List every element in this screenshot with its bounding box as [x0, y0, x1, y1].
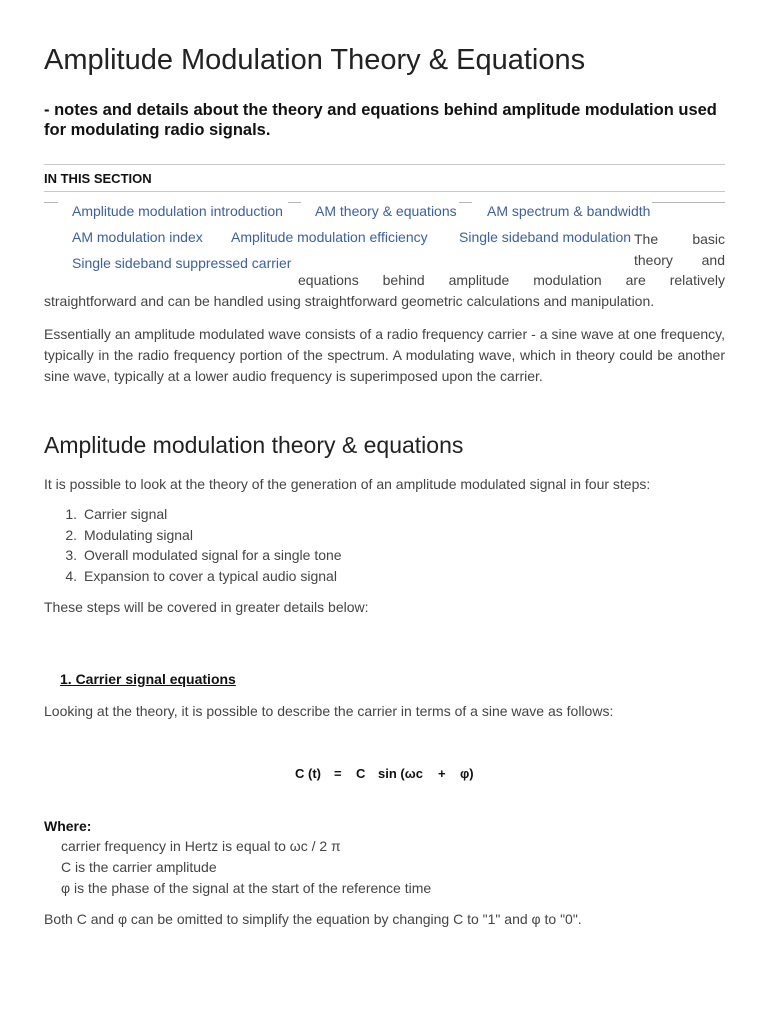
- list-number: 2.: [65, 527, 77, 543]
- nav-link-am-introduction[interactable]: Amplitude modulation introduction: [72, 203, 283, 219]
- divider-bottom: [44, 191, 725, 192]
- intro-paragraph-2: Essentially an amplitude modulated wave consists of a radio frequency carrier - a sine wave at one frequency, typically in the radio frequency portion of the spectrum. A modulating wave, which in theory could be another sine wave, typically at a lower audio frequency is superimposed upon the carrier.: [44, 326, 725, 384]
- intro-word: theory: [634, 252, 673, 268]
- equation-sine: sin (ωc: [378, 766, 423, 781]
- intro-word: basic: [692, 231, 725, 247]
- equation-equals: =: [334, 766, 342, 781]
- equation-phase: φ): [460, 766, 474, 781]
- equation-plus: +: [438, 766, 446, 781]
- separator-tick: [288, 202, 301, 203]
- theory-intro: It is possible to look at the theory of the generation of an amplitude modulated signal in four steps:: [44, 476, 651, 492]
- page-title: Amplitude Modulation Theory & Equations: [44, 44, 586, 76]
- page-subtitle: - notes and details about the theory and equations behind amplitude modulation used for modulating radio signals.: [44, 101, 717, 139]
- where-label: Where:: [44, 818, 92, 834]
- intro-line-1: [634, 231, 725, 247]
- list-item: [55, 506, 167, 522]
- nav-link-am-spectrum[interactable]: AM spectrum & bandwidth: [487, 203, 651, 219]
- intro-line-4: straightforward and can be handled using straightforward geometric calculations and manipulation.: [44, 293, 655, 309]
- list-text: Modulating signal: [84, 527, 193, 543]
- list-text: Expansion to cover a typical audio signal: [84, 568, 337, 584]
- intro-word: modulation: [533, 272, 602, 288]
- intro-word: behind: [382, 272, 425, 288]
- intro-line-3: [298, 272, 725, 288]
- divider-top: [44, 164, 725, 165]
- nav-link-am-efficiency[interactable]: Amplitude modulation efficiency: [231, 229, 428, 245]
- separator-tick: [44, 202, 58, 203]
- nav-link-am-theory[interactable]: AM theory & equations: [315, 203, 457, 219]
- nav-link-ssb-suppressed-carrier[interactable]: Single sideband suppressed carrier: [72, 255, 292, 271]
- nav-link-am-modulation-index[interactable]: AM modulation index: [72, 229, 203, 245]
- list-item: [55, 527, 193, 543]
- intro-word: equations: [298, 272, 359, 288]
- section-heading-theory: Amplitude modulation theory & equations: [44, 432, 464, 458]
- list-number: 3.: [65, 547, 77, 563]
- list-number: 1.: [65, 506, 77, 522]
- intro-line-2: [634, 252, 725, 268]
- list-number: 4.: [65, 568, 77, 584]
- separator-tick: [459, 202, 472, 203]
- list-item: [55, 568, 337, 584]
- where-item: φ is the phase of the signal at the start of the reference time: [61, 880, 432, 896]
- intro-word: amplitude: [448, 272, 510, 288]
- intro-word: and: [701, 252, 725, 268]
- list-item: [55, 547, 342, 563]
- where-item: C is the carrier amplitude: [61, 859, 217, 875]
- equation-amplitude: C: [356, 766, 366, 781]
- nav-link-ssb[interactable]: Single sideband modulation: [459, 229, 632, 245]
- where-item: carrier frequency in Hertz is equal to ωc / 2 π: [61, 838, 341, 854]
- list-text: Carrier signal: [84, 506, 168, 522]
- intro-word: The: [634, 231, 659, 247]
- carrier-intro: Looking at the theory, it is possible to describe the carrier in terms of a sine wave as follows:: [44, 703, 614, 719]
- theory-outro: These steps will be covered in greater details below:: [44, 599, 369, 615]
- intro-word: are: [625, 272, 646, 288]
- list-text: Overall modulated signal for a single tone: [84, 547, 342, 563]
- intro-word: relatively: [669, 272, 725, 288]
- subsection-heading-carrier: 1. Carrier signal equations: [60, 671, 236, 687]
- section-nav-label: IN THIS SECTION: [44, 171, 152, 186]
- carrier-note: Both C and φ can be omitted to simplify the equation by changing C to "1" and φ to "0".: [44, 911, 582, 927]
- separator-tick: [652, 202, 725, 203]
- equation-lhs: C (t): [295, 766, 321, 781]
